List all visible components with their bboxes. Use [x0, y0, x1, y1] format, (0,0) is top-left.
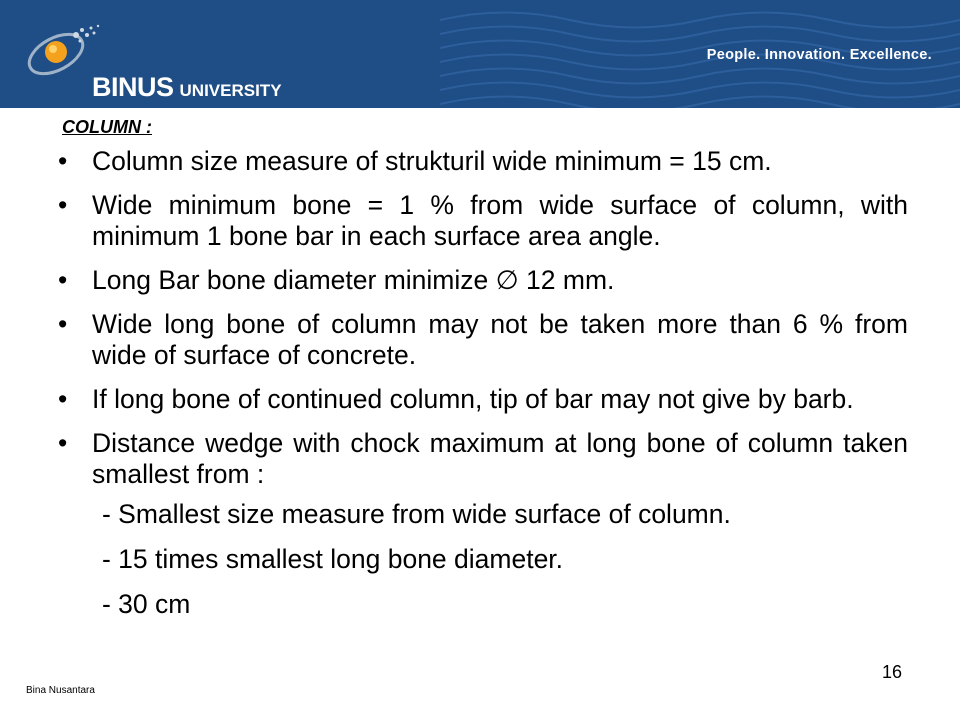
sub-item-list [58, 499, 908, 620]
header-banner [0, 0, 960, 108]
bullet-item [58, 146, 908, 177]
bullet-item [58, 190, 908, 252]
bullet-icon: • [58, 384, 68, 414]
binus-logo [20, 14, 290, 100]
section-title: COLUMN : [62, 117, 152, 137]
bullet-text: Wide minimum bone = 1 % from wide surface of column, with minimum 1 bone bar in each surface area angle. [92, 190, 908, 251]
logo-wordmark [92, 72, 282, 103]
bullet-list [58, 146, 908, 634]
sub-item: - Smallest size measure from wide surface of column. [102, 499, 731, 529]
bullet-icon: • [58, 309, 68, 339]
bullet-text: Column size measure of strukturil wide minimum = 15 cm. [92, 146, 772, 176]
bullet-item [58, 428, 908, 490]
bullet-text: Distance wedge with chock maximum at long bone of column taken smallest from : [92, 428, 908, 489]
sub-item: - 15 times smallest long bone diameter. [102, 544, 564, 574]
bullet-item [58, 384, 908, 415]
logo-suffix-text: UNIVERSITY [179, 81, 282, 100]
logo-brand-text: BINUS [92, 72, 174, 102]
footer-source: Bina Nusantara [26, 685, 95, 696]
tagline: People. Innovation. Excellence. [706, 47, 932, 63]
bullet-text: Long Bar bone diameter minimize ∅ 12 mm. [92, 265, 615, 295]
bullet-icon: • [58, 190, 68, 220]
bullet-item [58, 265, 908, 296]
page-number: 16 [882, 662, 903, 682]
bullet-item [58, 309, 908, 371]
bullet-icon: • [58, 146, 68, 176]
bullet-icon: • [58, 428, 68, 458]
bullet-text: If long bone of continued column, tip of bar may not give by barb. [92, 384, 854, 414]
bullet-text: Wide long bone of column may not be taken more than 6 % from wide of surface of concrete. [92, 309, 908, 370]
bullet-icon: • [58, 265, 68, 295]
sub-item: - 30 cm [102, 589, 191, 619]
